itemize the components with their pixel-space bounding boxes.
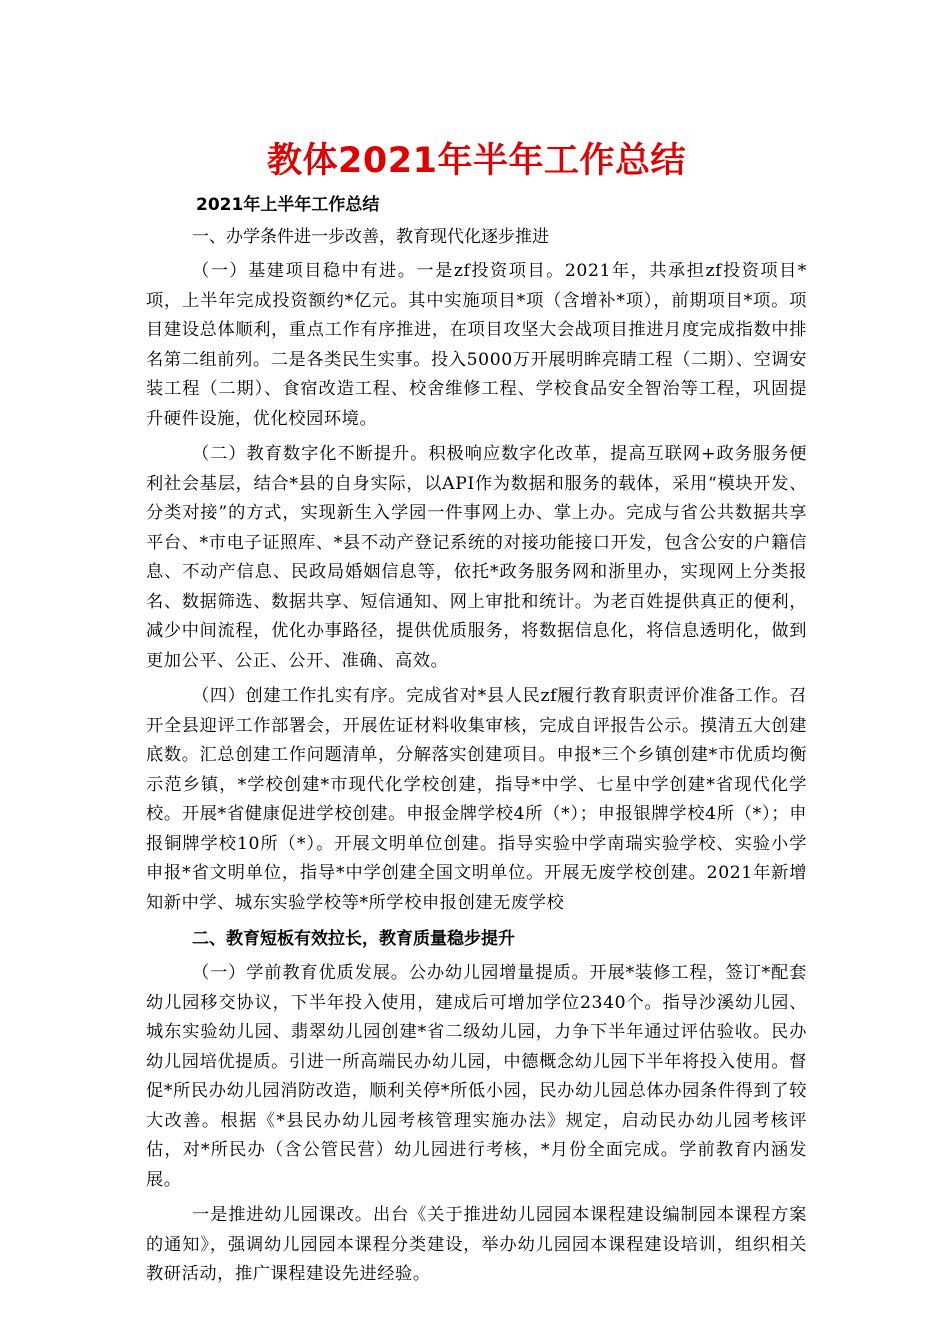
paragraph: （四）创建工作扎实有序。完成省对*县人民zf履行教育职责评价准备工作。召开全县迎评工作部署会，开展佐证材料收集审核，完成自评报告公示。摸清五大创建底数。汇总创建工作问题清单，分解落实创建项目。申报*三个乡镇创建*市优质均衡示范乡镇，*学校创建*市现代化学校创建，指导*中学、七星中学创建*省现代化学校。开展*省健康促进学校创建。申报金牌学校4所（*）；申报银牌学校4所（*）；申报铜牌学校10所（*）。开展文明单位创建。指导实验中学南瑞实验学校、实验小学申报*省文明单位，指导*中学创建全国文明单位。开展无废学校创建。2021年新增知新中学、城东实验学校等*所学校申报创建无废学校: [146, 686, 807, 913]
paragraph: （一）学前教育优质发展。公办幼儿园增量提质。开展*装修工程，签订*配套幼儿园移交协议，下半年投入使用，建成后可增加学位2340个。指导沙溪幼儿园、城东实验幼儿园、翡翠幼儿园创建*省二级幼儿园，力争下半年通过评估验收。民办幼儿园培优提质。引进一所高端民办幼儿园，中德概念幼儿园下半年将投入使用。督促*所民办幼儿园消防改造，顺利关停*所低小园，民办幼儿园总体办园条件得到了较大改善。根据《*县民办幼儿园考核管理实施办法》规定，启动民办幼儿园考核评估，对*所民办（含公管民营）幼儿园进行考核，*月份全面完成。学前教育内涵发展。: [146, 963, 807, 1190]
section-2-heading: 二、教育短板有效拉长，教育质量稳步提升: [192, 929, 515, 949]
paragraph: 一是推进幼儿园课改。出台《关于推进幼儿园园本课程建设编制园本课程方案的通知》，强调幼儿园园本课程分类建设，举办幼儿园园本课程建设培训，组织相关教研活动，推广课程建设先进经验。: [146, 1205, 807, 1284]
document-title: 教体2021年半年工作总结: [267, 141, 686, 181]
section-1-heading: 一、办学条件进一步改善，教育现代化逐步推进: [192, 227, 549, 247]
paragraph: （二）教育数字化不断提升。积极响应数字化改革，提高互联网+政务服务便利社会基层，结合*县的自身实际，以API作为数据和服务的载体，采用“模块开发、分类对接”的方式，实现新生入学园一件事网上办、掌上办。完成与省公共数据共享平台、*市电子证照库、*县不动产登记系统的对接功能接口开发，包含公安的户籍信息、不动产信息、民政局婚姻信息等，依托*政务服务网和浙里办，实现网上分类报名、数据筛选、数据共享、短信通知、网上审批和统计。为老百姓提供真正的便利，减少中间流程，优化办事路径，提供优质服务，将数据信息化，将信息透明化，做到更加公平、公正、公开、准确、高效。: [146, 444, 807, 671]
paragraph: （一）基建项目稳中有进。一是zf投资项目。2021年，共承担zf投资项目*项，上半年完成投资额约*亿元。其中实施项目*项（含增补*项），前期项目*项。项目建设总体顺利，重点工作有序推进，在项目攻坚大会战项目推进月度完成指数中排名第二组前列。二是各类民生实事。投入5000万开展明眸亮睛工程（二期）、空调安装工程（二期）、食宿改造工程、校舍维修工程、学校食品安全智治等工程，巩固提升硬件设施，优化校园环境。: [146, 261, 807, 429]
document-subtitle: 2021年上半年工作总结: [196, 195, 380, 215]
document-body: [146, 188, 807, 1296]
